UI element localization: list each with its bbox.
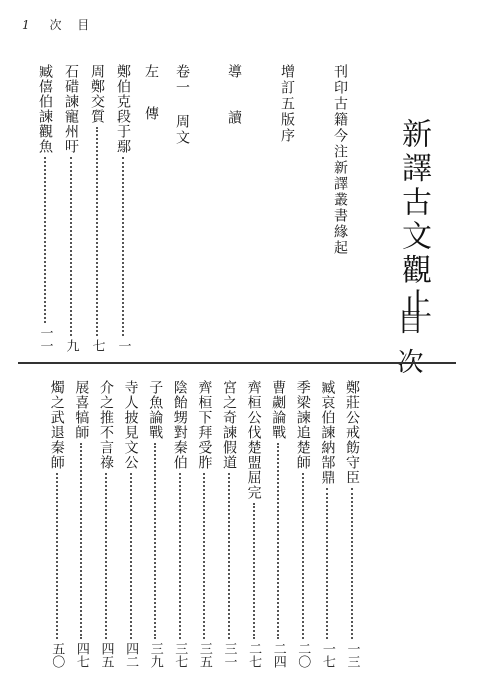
toc-entry (87, 64, 107, 352)
toc-entry (35, 64, 55, 352)
toc-entry (47, 380, 67, 668)
toc-entry-title: 介之推不言祿 (98, 380, 114, 470)
toc-entry-title: 石碏諫寵州吁 (63, 64, 79, 154)
dot-leader (80, 443, 82, 639)
toc-entry (293, 380, 313, 668)
toc-entry-title: 臧僖伯諫觀魚 (37, 64, 53, 154)
toc-entry (317, 380, 337, 668)
dot-leader (122, 157, 124, 336)
toc-entry-title: 曹劌論戰 (270, 380, 287, 440)
toc-entry-page: 三九 (147, 642, 163, 668)
toc-entry (219, 380, 239, 668)
dot-leader (130, 473, 132, 639)
running-header (22, 16, 95, 33)
dot-leader (228, 473, 230, 639)
toc-entry-page: 一 (115, 339, 131, 352)
toc-entry (194, 380, 214, 668)
dot-leader (326, 488, 328, 639)
dot-leader (56, 473, 58, 639)
toc-entry-title: 燭之武退秦師 (48, 380, 65, 470)
toc-entry-title: 齊桓公伐楚盟屈完 (245, 380, 262, 500)
guide-heading: 導 讀 (226, 64, 242, 132)
running-header-label: 次 目 (49, 18, 96, 32)
toc-entry-title: 周鄭交質 (89, 64, 105, 124)
toc-entry-page: 四七 (73, 642, 89, 668)
toc-entry-page: 三七 (172, 642, 188, 668)
toc-entry (145, 380, 165, 668)
preface-revised: 增訂五版序 (279, 64, 295, 144)
toc-entry (61, 64, 81, 352)
dot-leader (44, 157, 46, 323)
toc-entry-title: 陰飴甥對秦伯 (171, 380, 188, 470)
toc-entry-page: 二〇 (295, 642, 311, 668)
dot-leader (154, 443, 156, 639)
toc-entry (121, 380, 141, 668)
section-heading: 左 傳 (143, 64, 159, 126)
toc-entry-page: 九 (63, 339, 79, 352)
preface-reprint: 刊印古籍今注新譯叢書緣起 (332, 64, 348, 256)
dot-leader (70, 157, 72, 336)
dot-leader (179, 473, 181, 639)
dot-leader (96, 127, 98, 336)
page-number: 1 (22, 18, 36, 32)
dot-leader (277, 443, 279, 639)
toc-entry-page: 四五 (98, 642, 114, 668)
toc-entry-title: 展喜犒師 (73, 380, 90, 440)
dot-leader (351, 488, 353, 639)
toc-entry-page: 七 (89, 339, 105, 352)
dot-leader (203, 473, 205, 639)
toc-entry (244, 380, 264, 668)
toc-entry-title: 齊桓下拜受胙 (196, 380, 213, 470)
toc-entry-page: 三五 (196, 642, 212, 668)
toc-entry (71, 380, 91, 668)
toc-entry (170, 380, 190, 668)
toc-entry-title: 子魚論戰 (147, 380, 164, 440)
dot-leader (302, 473, 304, 639)
toc-entry-title: 季梁諫追楚師 (294, 380, 311, 470)
toc-entry (113, 64, 133, 352)
toc-entry-page: 四二 (123, 642, 139, 668)
toc-entry-page: 一一 (37, 326, 53, 352)
toc-entry (96, 380, 116, 668)
toc-entry-page: 二四 (270, 642, 286, 668)
dot-leader (105, 473, 107, 639)
toc-entry-page: 一三 (344, 642, 360, 668)
section-divider (18, 362, 456, 364)
toc-entry-title: 鄭莊公戒飭守臣 (344, 380, 360, 485)
toc-entry-title: 臧哀伯諫納郜鼎 (319, 380, 336, 485)
toc-entry-page: 五〇 (49, 642, 65, 668)
dot-leader (253, 503, 255, 639)
toc-entry-title: 宮之奇諫假道 (221, 380, 237, 470)
toc-entry (342, 380, 362, 668)
volume-heading: 卷一 周文 (174, 64, 190, 146)
toc-entry-title: 鄭伯克段于鄢 (115, 64, 131, 154)
contents-title: 目次 (393, 308, 423, 388)
toc-entry-page: 二七 (246, 642, 262, 668)
toc-entry-page: 一七 (319, 642, 335, 668)
toc-entry-title: 寺人披見文公 (122, 380, 139, 470)
book-title: 新譯古文觀止 (396, 118, 431, 322)
toc-entry-page: 三一 (221, 642, 237, 668)
toc-entry (268, 380, 288, 668)
